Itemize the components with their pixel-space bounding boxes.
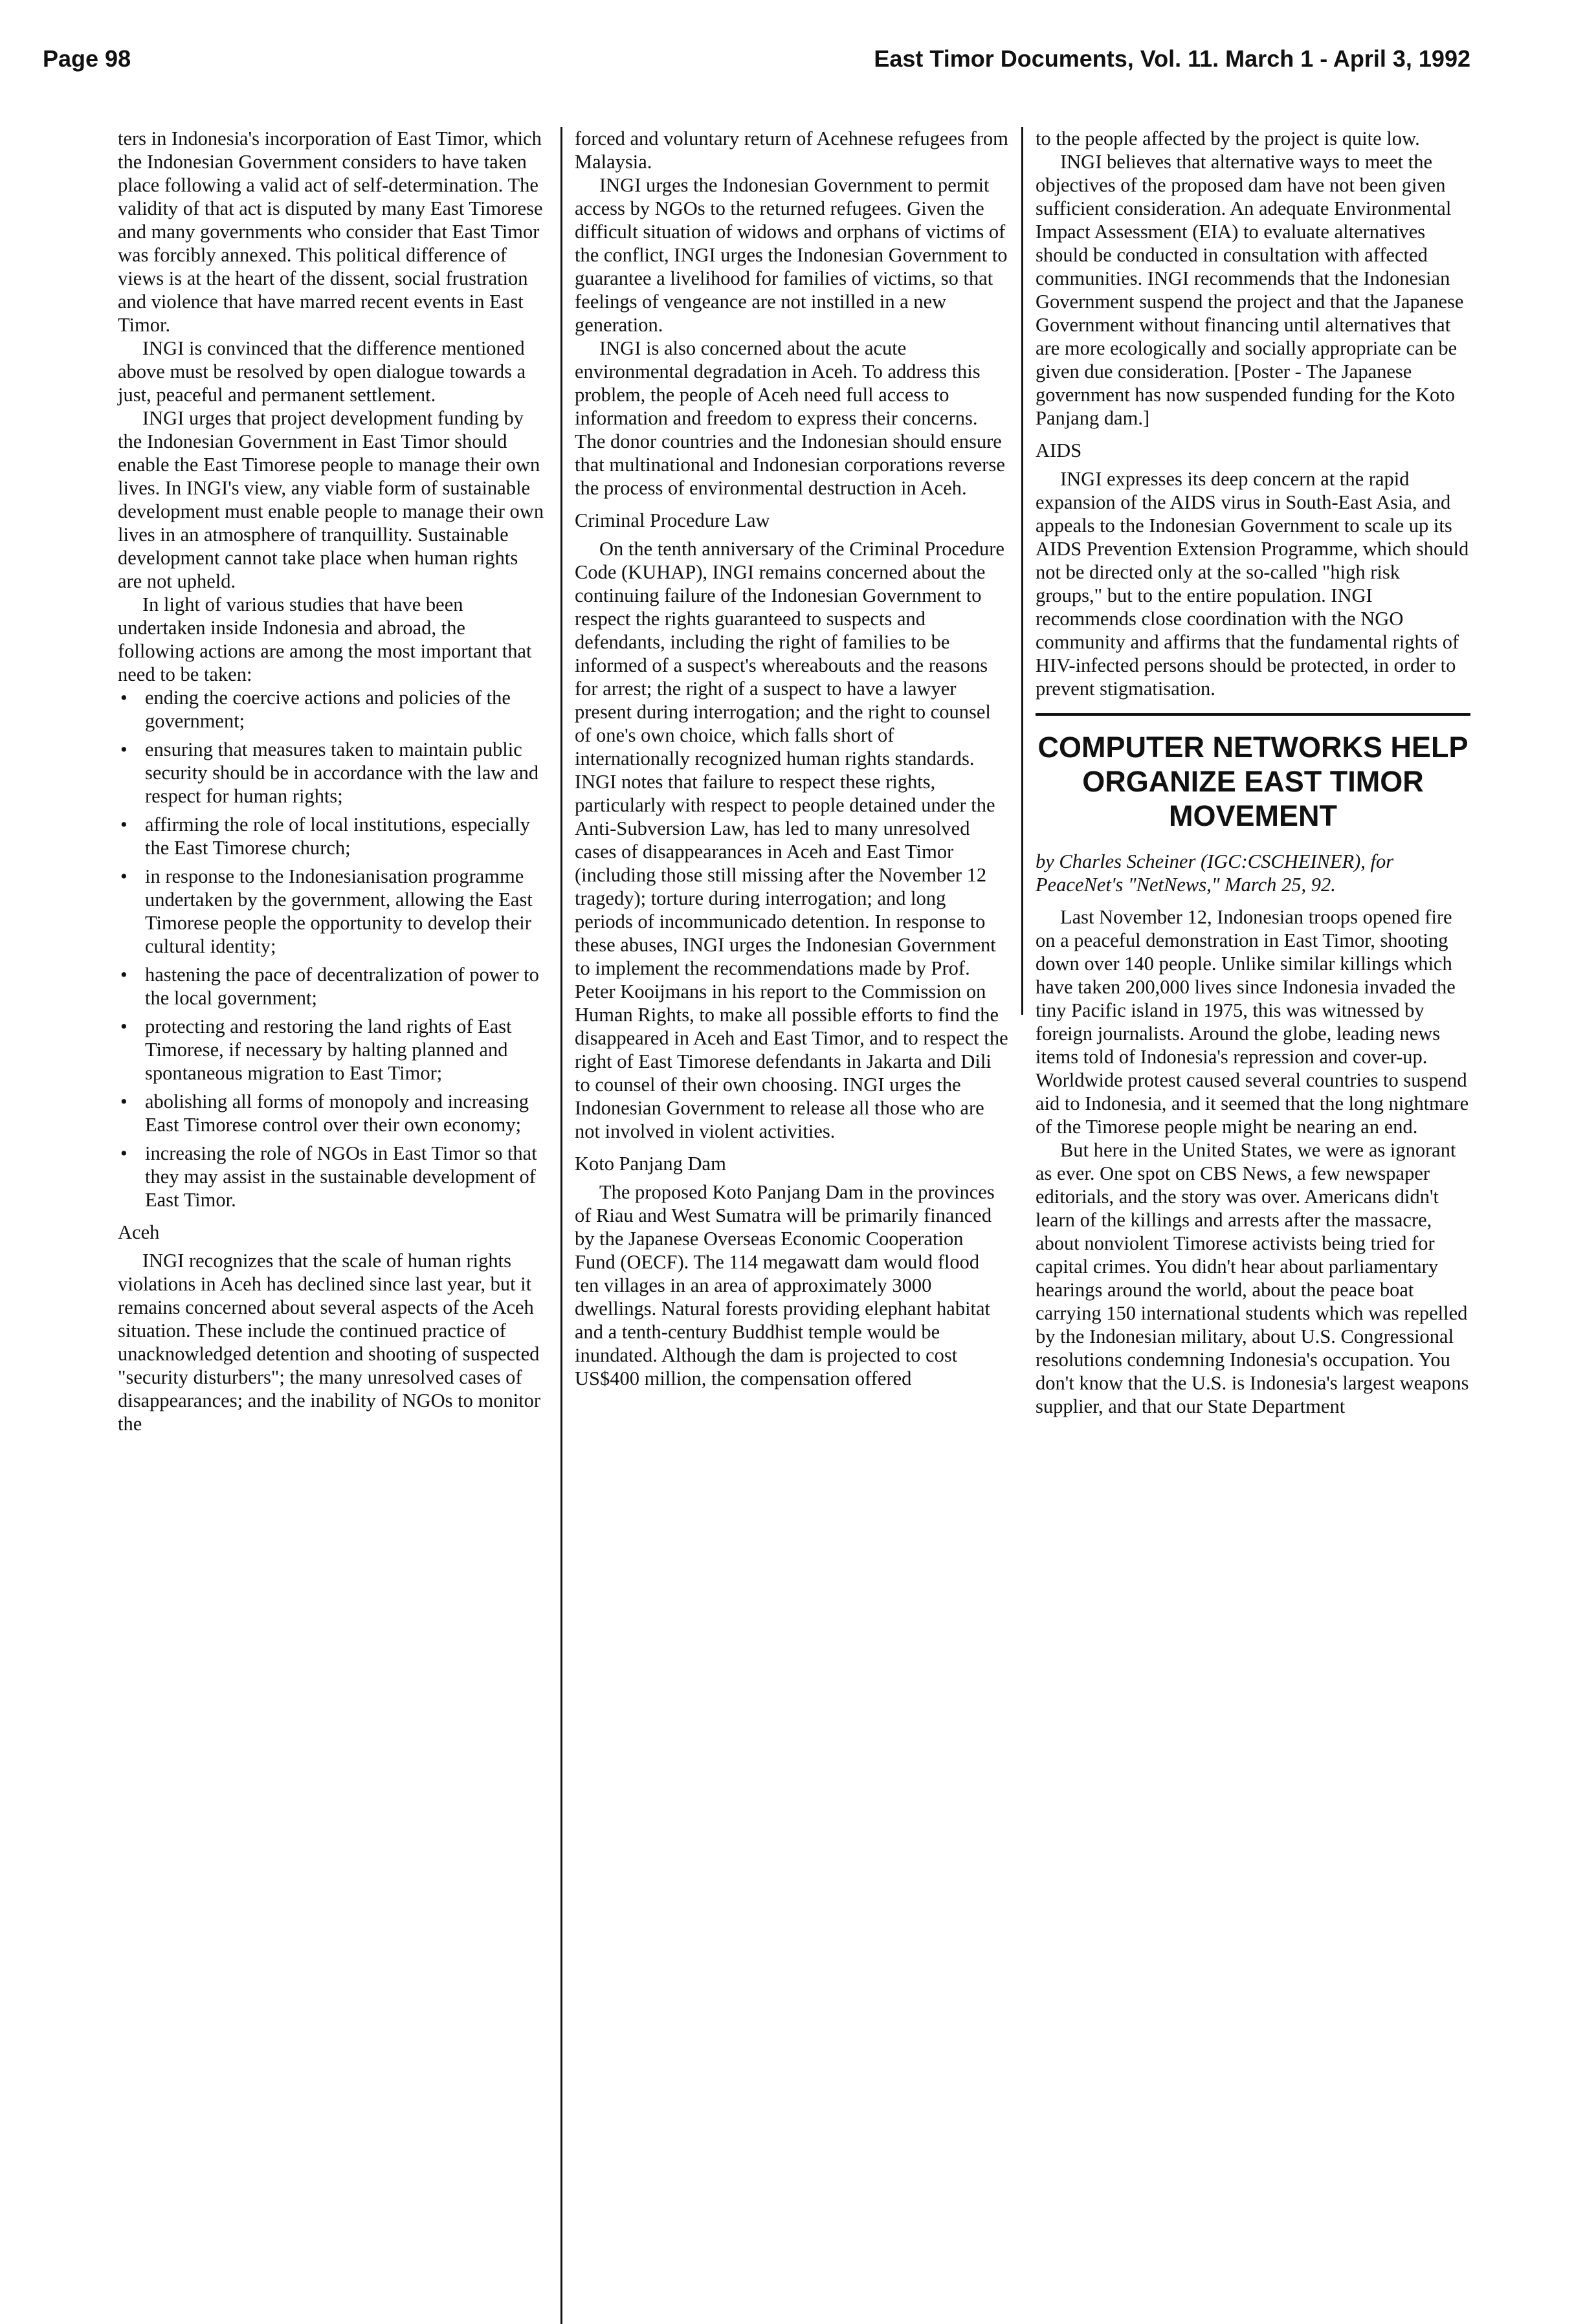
column-1: [118, 127, 545, 1435]
bullet-icon: •: [120, 1015, 127, 1037]
page-number: Page 98: [43, 45, 131, 72]
list-item: [118, 963, 545, 1010]
paragraph: In light of various studies that have been undertaken inside Indonesia and abroad, the following actions are among the most important that need to be taken:: [118, 593, 532, 685]
list-item: [118, 865, 545, 958]
paragraph: But here in the United States, we were as ignorant as ever. One spot on CBS News, a few newspaper editorials, and the story was over. Americans didn't learn of the killings and arrests after the massacre, about nonviolent Timorese activists being tried for capital crimes. You didn't hear about parliamentary hearings around the world, about the peace boat carrying 150 international students which was repelled by the Indonesian military, about U.S. Congressional resolutions condemning Indonesia's occupation. You don't know that the U.S. is Indonesia's largest weapons supplier, and that our State Department: [1036, 1139, 1469, 1417]
list-item-text: in response to the Indonesianisation programme undertaken by the government, allowing the East Timorese people the opportunity to develop their cultural identity;: [145, 865, 533, 957]
article-divider: [1036, 713, 1470, 716]
article-headline: COMPUTER NETWORKS HELP ORGANIZE EAST TIMOR MOVEMENT: [1037, 731, 1469, 832]
paragraph: INGI is convinced that the difference mentioned above must be resolved by open dialogue towards a just, peaceful and permanent settlement.: [118, 337, 526, 406]
list-item-text: ending the coercive actions and policies of the government;: [145, 687, 511, 732]
column-divider-1: [560, 127, 562, 2324]
bullet-icon: •: [120, 964, 127, 986]
paragraph: INGI urges that project development funding by the Indonesian Government in East Timor should enable the East Timorese people to manage their own lives. In INGI's view, any viable form of sustainable development must enable people to manage their own lives in an atmosphere of tranquillity. Sustainable development cannot take place when human rights are not upheld.: [118, 407, 544, 592]
column-3: [1036, 127, 1470, 1418]
paragraph: INGI believes that alternative ways to meet the objectives of the proposed dam have not been given sufficient consideration. An adequate Environmental Impact Assessment (EIA) to evaluate alternatives should be conducted in consultation with affected communities. INGI recommends that the Indonesian Government suspend the project and that the Japanese Government without financing until alternatives that are more ecologically and socially appropriate can be given due consideration. [Poster - The Japanese government has now suspended funding for the Koto Panjang dam.]: [1036, 151, 1464, 429]
list-item-text: ensuring that measures taken to maintain public security should be in accordance with the law and respect for human rights;: [145, 738, 539, 807]
action-list: [118, 686, 545, 1212]
column-2: [575, 127, 1008, 1390]
list-item: [118, 1015, 545, 1085]
paragraph: forced and voluntary return of Acehnese refugees from Malaysia.: [575, 127, 1008, 173]
paragraph: INGI expresses its deep concern at the rapid expansion of the AIDS virus in South-East Asia, and appeals to the Indonesian Government to scale up its AIDS Prevention Extension Programme, which should not be directed only at the so-called "high risk groups," but to the entire population. INGI recommends close coordination with the NGO community and affirms that the fundamental rights of HIV-infected persons should be protected, in order to prevent stigmatisation.: [1036, 468, 1469, 700]
list-item-text: hastening the pace of decentralization of power to the local government;: [145, 964, 539, 1009]
list-item: [118, 1142, 545, 1212]
paragraph: INGI recognizes that the scale of human rights violations in Aceh has declined since last year, but it remains concerned about several aspects of the Aceh situation. These include the continued practice of unacknowledged detention and shooting of suspected "security disturbers"; the many unresolved cases of disappearances; and the inability of NGOs to monitor the: [118, 1250, 541, 1435]
section-heading-aceh: Aceh: [118, 1221, 160, 1243]
bullet-icon: •: [120, 813, 127, 836]
paragraph: to the people affected by the project is quite low.: [1036, 127, 1420, 149]
section-heading-aids: AIDS: [1036, 439, 1082, 461]
bullet-icon: •: [120, 1090, 127, 1112]
list-item-text: protecting and restoring the land rights of East Timorese, if necessary by halting planned and spontaneous migration to East Timor;: [145, 1015, 512, 1084]
paragraph: Last November 12, Indonesian troops opened fire on a peaceful demonstration in East Timor, shooting down over 140 people. Unlike similar killings which have taken 200,000 lives since Indonesia invaded the tiny Pacific island in 1975, this was witnessed by foreign journalists. Around the globe, leading news items told of Indonesia's repression and cover-up. Worldwide protest caused several countries to suspend aid to Indonesia, and it seemed that the long nightmare of the Timorese people might be nearing an end.: [1036, 906, 1469, 1138]
column-divider-2: [1021, 127, 1023, 1015]
list-item: [118, 686, 545, 733]
running-header: East Timor Documents, Vol. 11. March 1 - April 3, 1992: [874, 45, 1470, 72]
list-item-text: increasing the role of NGOs in East Timor so that they may assist in the sustainable development of East Timor.: [145, 1142, 537, 1211]
list-item: [118, 813, 545, 859]
bullet-icon: •: [120, 687, 127, 709]
list-item-text: abolishing all forms of monopoly and increasing East Timorese control over their own economy;: [145, 1090, 529, 1136]
section-heading-criminal-procedure: Criminal Procedure Law: [575, 509, 770, 531]
list-item: [118, 1090, 545, 1136]
bullet-icon: •: [120, 865, 127, 887]
paragraph: The proposed Koto Panjang Dam in the provinces of Riau and West Sumatra will be primarily financed by the Japanese Overseas Economic Cooperation Fund (OECF). The 114 megawatt dam would flood ten villages in an area of approximately 3000 dwellings. Natural forests providing elephant habitat and a tenth-century Buddhist temple would be inundated. Although the dam is projected to cost US$400 million, the compensation offered: [575, 1181, 995, 1389]
article-byline: by Charles Scheiner (IGC:CSCHEINER), for PeaceNet's "NetNews," March 25, 92.: [1036, 850, 1394, 896]
bullet-icon: •: [120, 1142, 127, 1164]
bullet-icon: •: [120, 738, 127, 760]
section-heading-koto-panjang: Koto Panjang Dam: [575, 1153, 726, 1175]
paragraph: ters in Indonesia's incorporation of East Timor, which the Indonesian Government considers to have taken place following a valid act of self-determination. The validity of that act is disputed by many East Timorese and many governments who consider that East Timor was forcibly annexed. This political difference of views is at the heart of the dissent, social frustration and violence that have marred recent events in East Timor.: [118, 127, 543, 336]
paragraph: On the tenth anniversary of the Criminal Procedure Code (KUHAP), INGI remains concerned about the continuing failure of the Indonesian Government to respect the rights guaranteed to suspects and defendants, including the right of families to be informed of a suspect's whereabouts and the reasons for arrest; the right of a suspect to have a lawyer present during interrogation; and the right to counsel of one's own choice, which falls short of internationally recognized human rights standards. INGI notes that failure to respect these rights, particularly with respect to people detained under the Anti-Subversion Law, has led to many unresolved cases of disappearances in Aceh and East Timor (including those still missing after the November 12 tragedy); torture during interrogation; and long periods of incommunicado detention. In response to these abuses, INGI urges the Indonesian Government to implement the recommendations made by Prof. Peter Kooijmans in his report to the Commission on Human Rights, to make all possible efforts to find the disappeared in Aceh and East Timor, and to respect the right of East Timorese defendants in Jakarta and Dili to counsel of their own choosing. INGI urges the Indonesian Government to release all those who are not involved in violent activities.: [575, 538, 1008, 1142]
paragraph: INGI is also concerned about the acute environmental degradation in Aceh. To address this problem, the people of Aceh need full access to information and freedom to express their concerns. The donor countries and the Indonesian should ensure that multinational and Indonesian corporations reverse the process of environmental destruction in Aceh.: [575, 337, 1005, 499]
list-item: [118, 738, 545, 808]
paragraph: INGI urges the Indonesian Government to permit access by NGOs to the returned refugees. Given the difficult situation of widows and orphans of victims of the conflict, INGI urges the Indonesian Government to guarantee a livelihood for families of victims, so that feelings of vengeance are not instilled in a new generation.: [575, 174, 1008, 336]
list-item-text: affirming the role of local institutions, especially the East Timorese church;: [145, 813, 530, 859]
